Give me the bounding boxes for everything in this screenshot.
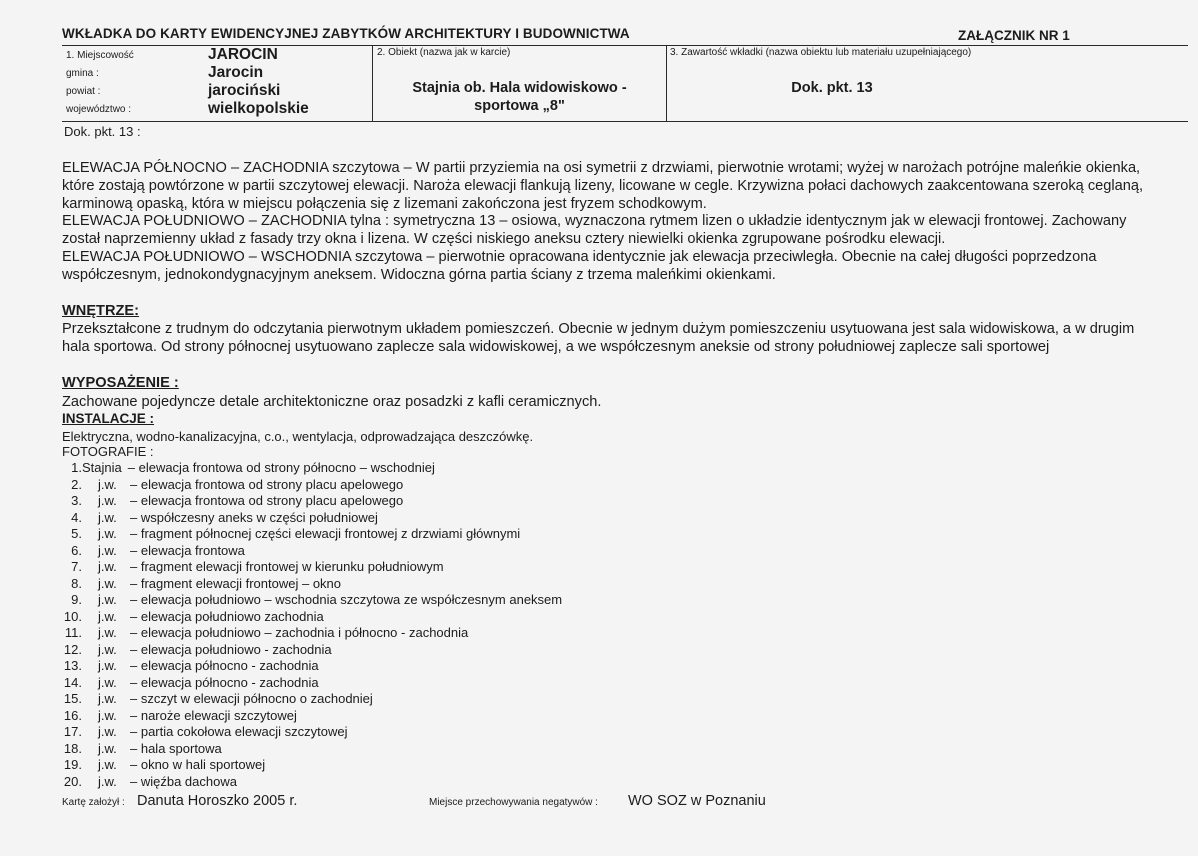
photo-ref: j.w. xyxy=(98,476,117,492)
photo-number: 6. xyxy=(71,542,82,558)
photo-description: – fragment elewacji frontowej – okno xyxy=(130,575,342,591)
gmina-value: Jarocin xyxy=(208,64,264,81)
photo-description: – elewacja północno - zachodnia xyxy=(130,658,319,673)
photo-number: 20. xyxy=(63,773,82,789)
photo-ref: j.w. xyxy=(98,707,117,723)
photo-number: 13. xyxy=(63,658,82,673)
gmina-label: gmina : xyxy=(66,68,99,79)
photo-list-item xyxy=(62,642,562,659)
photo-ref: j.w. xyxy=(98,773,117,789)
photo-description: – naroże elewacji szczytowej xyxy=(130,707,297,723)
insert-content-label: 3. Zawartość wkładki (nazwa obiektu lub materiału uzupełniającego) xyxy=(670,47,972,58)
photo-ref: j.w. xyxy=(98,509,117,525)
document-title: WKŁADKA DO KARTY EWIDENCYJNEJ ZABYTKÓW ARCHITEKTURY I BUDOWNICTWA xyxy=(62,26,630,41)
photo-list-item xyxy=(62,559,562,576)
photo-description: – partia cokołowa elewacji szczytowej xyxy=(130,724,348,739)
photo-number: 2. xyxy=(71,476,82,492)
elevation-south-west: ELEWACJA POŁUDNIOWO – ZACHODNIA tylna : symetryczna 13 – osiowa, wyznaczona rytmem lizen o układzie identycznym jak w elewacji frontowej. Zachowany został naprzemienny układ z fasady trzy okna i lizena. W części niskiego aneksu cztery niewielki okienka zgrupowane pośrodku elewacji. xyxy=(62,213,1127,247)
photo-number: 18. xyxy=(63,740,82,756)
photo-number: 10. xyxy=(63,608,82,624)
photo-number: 7. xyxy=(71,559,82,574)
town-label: 1. Miejscowość xyxy=(66,50,134,61)
photo-number: 17. xyxy=(63,724,82,739)
photo-list-item xyxy=(62,510,562,527)
doc-reference: Dok. pkt. 13 : xyxy=(64,124,141,139)
photo-list xyxy=(62,460,562,790)
photo-list-item xyxy=(62,741,562,758)
photo-ref: j.w. xyxy=(98,641,117,657)
photo-list-item xyxy=(62,477,562,494)
photo-description: – okno w hali sportowej xyxy=(130,757,266,772)
equipment-heading: WYPOSAŻENIE : xyxy=(62,375,179,391)
attachment-number: ZAŁĄCZNIK NR 1 xyxy=(958,28,1070,43)
insert-content-value: Dok. pkt. 13 xyxy=(791,80,873,96)
photo-number: 4. xyxy=(71,509,82,525)
photo-ref: j.w. xyxy=(98,691,117,706)
photo-ref: Stajnia xyxy=(82,460,122,475)
object-name-line2: sportowa „8" xyxy=(474,98,565,114)
photo-ref: j.w. xyxy=(98,526,117,541)
elevation-south-east: ELEWACJA POŁUDNIOWO – WSCHODNIA szczytowa – pierwotnie opracowana identycznie jak elewacja przeciwległa. Obecnie na całej długości poprzedzona współczesnym, jednokondygnacyjnym aneksem. Widoczna górna partia ściany z trzema maleńkimi okienkami. xyxy=(62,249,1097,283)
photo-number: 16. xyxy=(63,707,82,723)
photo-ref: j.w. xyxy=(98,625,117,640)
installations-text: Elektryczna, wodno-kanalizacyjna, c.o., wentylacja, odprowadzająca deszczówkę. xyxy=(62,429,534,444)
photo-ref: j.w. xyxy=(98,674,117,690)
table-bottom-rule xyxy=(62,121,1188,122)
photo-ref: j.w. xyxy=(98,493,117,508)
photo-ref: j.w. xyxy=(98,740,117,756)
photo-description: – elewacja frontowa od strony placu apelowego xyxy=(130,493,404,508)
photo-number: 9. xyxy=(71,592,82,607)
photo-ref: j.w. xyxy=(98,724,117,739)
negatives-storage-label: Miejsce przechowywania negatywów : xyxy=(429,797,598,808)
photo-number: 19. xyxy=(63,757,82,772)
photo-number: 14. xyxy=(63,674,82,690)
photo-number: 3. xyxy=(71,493,82,508)
powiat-value: jarociński xyxy=(208,82,281,99)
photo-ref: j.w. xyxy=(98,559,117,574)
powiat-label: powiat : xyxy=(66,86,101,97)
photo-description: – hala sportowa xyxy=(130,740,222,756)
photo-description: – elewacja frontowa od strony placu apelowego xyxy=(130,476,404,492)
photo-description: – elewacja południowo zachodnia xyxy=(130,608,324,624)
photo-description: – fragment północnej części elewacji frontowej z drzwiami głównymi xyxy=(130,526,521,541)
voivodeship-value: wielkopolskie xyxy=(208,100,309,117)
elevation-north-west: ELEWACJA PÓŁNOCNO – ZACHODNIA szczytowa – W partii przyziemia na osi symetrii z drzwiami, pierwotnie wrotami; wyżej w narożach potrójne maleńkie okienka, które zostają powtórzone w partii szczytowej elewacji. Naroża elewacji flankują lizeny, licowane w cegle. Krzywizna połaci dachowych zaakcentowana szeroką ceglaną, karminową opaską, która w miejscu połączenia się z lizemani zakończona jest fryzem schodkowym. xyxy=(62,160,1143,212)
photos-heading: FOTOGRAFIE : xyxy=(62,444,154,459)
photo-ref: j.w. xyxy=(98,608,117,624)
photo-number: 11. xyxy=(64,625,82,640)
photo-list-item xyxy=(62,691,562,708)
town-value: JAROCIN xyxy=(208,46,278,63)
object-name-line1: Stajnia ob. Hala widowiskowo - xyxy=(412,80,627,96)
author-value: Danuta Horoszko 2005 r. xyxy=(137,793,298,809)
photo-ref: j.w. xyxy=(98,575,117,591)
photo-list-item xyxy=(62,757,562,774)
photo-list-item xyxy=(62,675,562,692)
author-label: Kartę założył : xyxy=(62,797,125,808)
photo-number: 1. xyxy=(71,460,82,475)
photo-list-item xyxy=(62,592,562,609)
photo-ref: j.w. xyxy=(98,592,117,607)
photo-ref: j.w. xyxy=(98,658,117,673)
photo-list-item xyxy=(62,625,562,642)
photo-description: – szczyt w elewacji północno o zachodniej xyxy=(130,691,373,706)
photo-number: 8. xyxy=(71,575,82,591)
installations-heading: INSTALACJE : xyxy=(62,411,155,426)
photo-description: – współczesny aneks w części południowej xyxy=(130,509,378,525)
photo-list-item xyxy=(62,609,562,626)
photo-number: 12. xyxy=(63,641,82,657)
photo-ref: j.w. xyxy=(98,542,117,558)
photo-description: – fragment elewacji frontowej w kierunku południowym xyxy=(130,559,444,574)
photo-list-item xyxy=(62,576,562,593)
photo-list-item xyxy=(62,493,562,510)
voivodeship-label: województwo : xyxy=(66,104,132,115)
photo-description: – elewacja frontowa od strony północno – wschodniej xyxy=(127,460,435,475)
photo-ref: j.w. xyxy=(98,757,117,772)
photo-number: 15. xyxy=(63,691,82,706)
photo-number: 5. xyxy=(71,526,82,541)
object-label: 2. Obiekt (nazwa jak w karcie) xyxy=(377,47,511,58)
photo-description: – elewacja południowo – wschodnia szczytowa ze współczesnym aneksem xyxy=(130,592,563,607)
photo-list-item xyxy=(62,460,562,477)
photo-list-item xyxy=(62,708,562,725)
photo-list-item xyxy=(62,526,562,543)
photo-description: – elewacja północno - zachodnia xyxy=(130,674,319,690)
photo-list-item xyxy=(62,724,562,741)
interior-heading: WNĘTRZE: xyxy=(62,303,140,319)
photo-description: – elewacja południowo - zachodnia xyxy=(130,641,332,657)
photo-description: – elewacja frontowa xyxy=(130,542,245,558)
photo-list-item xyxy=(62,658,562,675)
photo-list-item xyxy=(62,774,562,791)
photo-list-item xyxy=(62,543,562,560)
photo-description: – więźba dachowa xyxy=(130,773,237,789)
interior-text: Przekształcone z trudnym do odczytania pierwotnym układem pomieszczeń. Obecnie w jednym dużym pomieszczeniu usytuowana jest sala widowiskowa, a w drugim hala sportowa. Od strony północnej usytuowano zaplecze sala widowiskowej, a we współczesnym aneksie od strony południowej zaplecze sali sportowej xyxy=(62,321,1135,355)
equipment-text: Zachowane pojedyncze detale architektoniczne oraz posadzki z kafli ceramicznych. xyxy=(62,394,602,410)
photo-description: – elewacja południowo – zachodnia i północno - zachodnia xyxy=(130,625,469,640)
negatives-storage-value: WO SOZ w Poznaniu xyxy=(628,793,766,809)
